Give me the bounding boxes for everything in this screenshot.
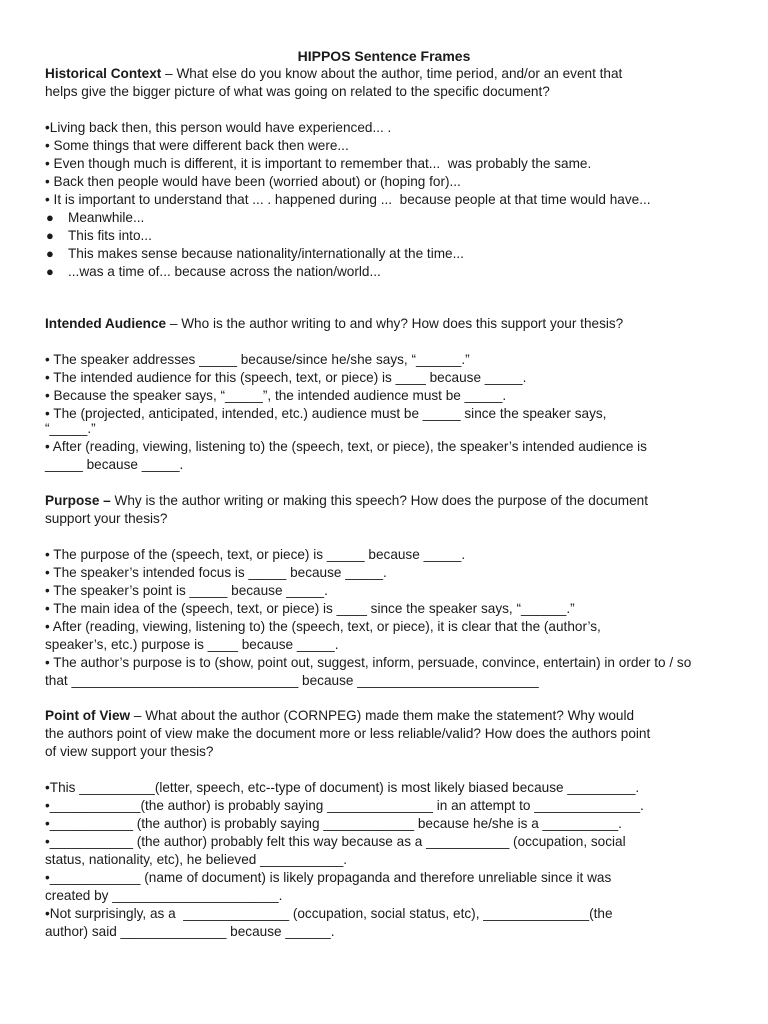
purpose-frame: • The speaker’s point is _____ because _____. [45, 583, 328, 598]
pov-frame: •Not surprisingly, as a ______________ (occupation, social status, etc), ______________(the [45, 906, 613, 921]
bullet-icon: ● [46, 210, 54, 225]
audience-frame: _____ because _____. [45, 457, 184, 472]
pov-frame: •____________ (name of document) is likely propaganda and therefore unreliable since it was [45, 870, 612, 885]
purpose-section [45, 492, 768, 690]
historical-dot-frame: ● This fits into... [46, 228, 152, 243]
intended-audience-section [45, 315, 768, 474]
point-of-view-question-cont: of view support your thesis? [45, 744, 214, 759]
purpose-question: Why is the author writing or making this speech? How does the purpose of the document [110, 493, 648, 508]
intended-audience-question: – Who is the author writing to and why? How does this support your thesis? [166, 316, 624, 331]
pov-frame: author) said ______________ because ______. [45, 924, 335, 939]
historical-dot-frame: ● Meanwhile... [46, 210, 145, 225]
pov-frame: •____________(the author) is probably saying ______________ in an attempt to ______________. [45, 798, 644, 813]
pov-frame: •___________ (the author) probably felt this way because as a ___________ (occupation, social [45, 834, 626, 849]
bullet-icon: ● [46, 264, 54, 279]
purpose-frame: • The main idea of the (speech, text, or piece) is ____ since the speaker says, “______.” [45, 601, 575, 616]
historical-context-question-cont: helps give the bigger picture of what was going on related to the specific document? [45, 84, 550, 99]
historical-context-section [45, 65, 768, 281]
audience-frame: • After (reading, viewing, listening to) the (speech, text, or piece), the speaker’s intended audience is [45, 439, 647, 454]
point-of-view-heading: Point of View [45, 708, 131, 723]
audience-frame: • The (projected, anticipated, intended, etc.) audience must be _____ since the speaker says, [45, 406, 607, 421]
purpose-question-cont: support your thesis? [45, 511, 168, 526]
purpose-frame: • The author’s purpose is to (show, point out, suggest, inform, persuade, convince, entertain) in order to / so [45, 655, 692, 670]
historical-frame: • Even though much is different, it is important to remember that... was probably the same. [45, 156, 592, 171]
purpose-frame: • The speaker’s intended focus is _____ because _____. [45, 565, 387, 580]
point-of-view-section [45, 707, 768, 941]
purpose-prompt [45, 492, 768, 510]
audience-frame: • The speaker addresses _____ because/since he/she says, “______.” [45, 352, 470, 367]
page-title: HIPPOS Sentence Frames [297, 48, 471, 64]
point-of-view-prompt [45, 707, 768, 725]
historical-dot-frame: ● ...was a time of... because across the nation/world... [46, 264, 381, 279]
pov-frame: created by ______________________. [45, 888, 283, 903]
historical-frame: •Living back then, this person would have experienced... . [45, 120, 392, 135]
audience-frame: • Because the speaker says, “_____”, the intended audience must be _____. [45, 388, 507, 403]
point-of-view-question-cont: the authors point of view make the document more or less reliable/valid? How does the authors point [45, 726, 651, 741]
pov-frame: status, nationality, etc), he believed ___________. [45, 852, 348, 867]
point-of-view-question: – What about the author (CORNPEG) made them make the statement? Why would [130, 708, 635, 723]
purpose-frame: that ______________________________ because ________________________ [45, 673, 539, 688]
purpose-frame: speaker’s, etc.) purpose is ____ because _____. [45, 637, 339, 652]
audience-frame: • The intended audience for this (speech, text, or piece) is ____ because _____. [45, 370, 527, 385]
purpose-frame: • The purpose of the (speech, text, or piece) is _____ because _____. [45, 547, 466, 562]
historical-frame: • Back then people would have been (worried about) or (hoping for)... [45, 174, 461, 189]
historical-context-prompt [45, 65, 768, 83]
audience-frame: “_____.” [45, 421, 96, 436]
historical-frame: • It is important to understand that ... . happened during ... because people at that time would have... [45, 192, 651, 207]
pov-frame: •This __________(letter, speech, etc--type of document) is most likely biased because _________. [45, 780, 640, 795]
pov-frame: •___________ (the author) is probably saying ____________ because he/she is a __________. [45, 816, 622, 831]
historical-context-question: – What else do you know about the author, time period, and/or an event that [161, 66, 623, 81]
intended-audience-heading: Intended Audience [45, 316, 167, 331]
historical-frame: • Some things that were different back then were... [45, 138, 349, 153]
bullet-icon: ● [46, 246, 54, 261]
historical-dot-frame: ● This makes sense because nationality/internationally at the time... [46, 246, 464, 261]
bullet-icon: ● [46, 228, 54, 243]
intended-audience-prompt [45, 315, 768, 333]
historical-context-heading: Historical Context [45, 66, 162, 81]
purpose-frame: • After (reading, viewing, listening to) the (speech, text, or piece), it is clear that the (author’s, [45, 619, 601, 634]
purpose-heading: Purpose – [45, 493, 111, 508]
